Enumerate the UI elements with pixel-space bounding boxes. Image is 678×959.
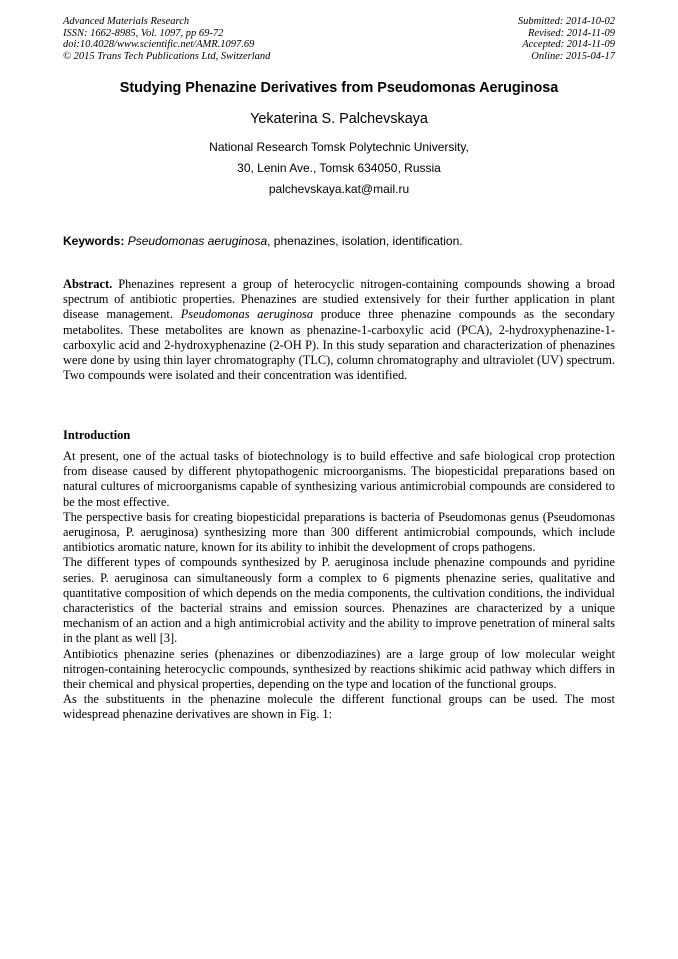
affiliation-line-1: National Research Tomsk Polytechnic University, <box>209 140 469 154</box>
abstract-text-1: Phenazines represent a group of heterocyclic nitrogen-containing compounds showing a broad spectrum of antibiotic properties. Phenazines are studied extensively for their further application in plant disease management. <box>63 277 615 322</box>
abstract-italic: Pseudomonas aeruginosa <box>180 307 314 322</box>
submitted-date: Submitted: 2014-10-02 <box>517 16 615 27</box>
abstract-text-2: produce three phenazine compounds as the secondary metabolites. These metabolites are known as phenazine-1-carboxylic acid (PCA), 2-hydroxyphenazine-1-carboxylic acid and 2-hydroxyphenazine (2-OH P). In this study separation and characterization of phenazines were done by using thin layer chromatography (TLC), column chromatography and ultraviolet (UV) spectrum. Two compounds were isolated and their concentration was identified. <box>63 307 615 383</box>
revised-date: Revised: 2014-11-09 <box>528 27 615 39</box>
publication-dates <box>518 16 615 62</box>
keywords-label: Keywords: <box>63 234 125 248</box>
intro-paragraph: The perspective basis for creating biopesticidal preparations is bacteria of Pseudomonas genus (Pseudomonas aeruginosa, P. aeruginosa) synthesizing more than 300 different antimicrobial compounds, which include antibiotics aromatic nature, known for its ability to inhibit the development of crops pathogens. <box>63 509 615 555</box>
affiliation-line-2: 30, Lenin Ave., Tomsk 634050, Russia <box>237 161 441 175</box>
abstract-label: Abstract. <box>63 277 113 291</box>
intro-paragraph: The different types of compounds synthesized by P. aeruginosa include phenazine compounds and pyridine series. P. aeruginosa can simultaneously form a complex to 6 pigments phenazine series, qualitative and quantitative composition of which depends on the media components, the cultivation conditions, the individual characteristics of the bacterial strains and emission sources. Phenazines are characterized by a unique mechanism of an action and a high antimicrobial activity and the ability to improve penetration of mineral salts in the plant as well [3]. <box>63 555 615 646</box>
journal-info <box>63 16 270 62</box>
intro-paragraph: At present, one of the actual tasks of biotechnology is to build effective and safe biological crop protection from disease caused by different phytopathogenic microorganisms. The biopesticidal preparations based on natural cultures of microorganisms capable of synthesizing various antimicrobial compounds are considered to be the most effective. <box>63 449 615 509</box>
accepted-date: Accepted: 2014-11-09 <box>522 39 615 50</box>
section-heading-introduction: Introduction <box>63 428 131 442</box>
keywords-italic-term: Pseudomonas aeruginosa <box>127 234 268 248</box>
author-name: Yekaterina S. Palchevskaya <box>250 111 428 127</box>
intro-paragraph: Antibiotics phenazine series (phenazines or dibenzodiazines) are a large group of low molecular weight nitrogen-containing heterocyclic compounds, synthesized by reactions shikimic acid pathway which differs in their chemical and physical properties, depending on the type and location of the functional groups. <box>63 646 615 692</box>
introduction-body <box>63 449 615 723</box>
copyright: © 2015 Trans Tech Publications Ltd, Switzerland <box>63 50 271 62</box>
doi: doi:10.4028/www.scientific.net/AMR.1097.69 <box>63 39 255 50</box>
paper-title: Studying Phenazine Derivatives from Pseudomonas Aeruginosa <box>119 80 559 96</box>
abstract <box>63 277 615 383</box>
keywords-rest: , phenazines, isolation, identification. <box>267 234 463 248</box>
keywords <box>63 234 615 248</box>
journal-name: Advanced Materials Research <box>63 16 190 27</box>
author-email: palchevskaya.kat@mail.ru <box>268 182 410 196</box>
online-date: Online: 2015-04-17 <box>531 50 615 62</box>
intro-paragraph: As the substituents in the phenazine molecule the different functional groups can be used. The most widespread phenazine derivatives are shown in Fig. 1: <box>63 692 615 722</box>
issn: ISSN: 1662-8985, Vol. 1097, pp 69-72 <box>63 27 224 39</box>
